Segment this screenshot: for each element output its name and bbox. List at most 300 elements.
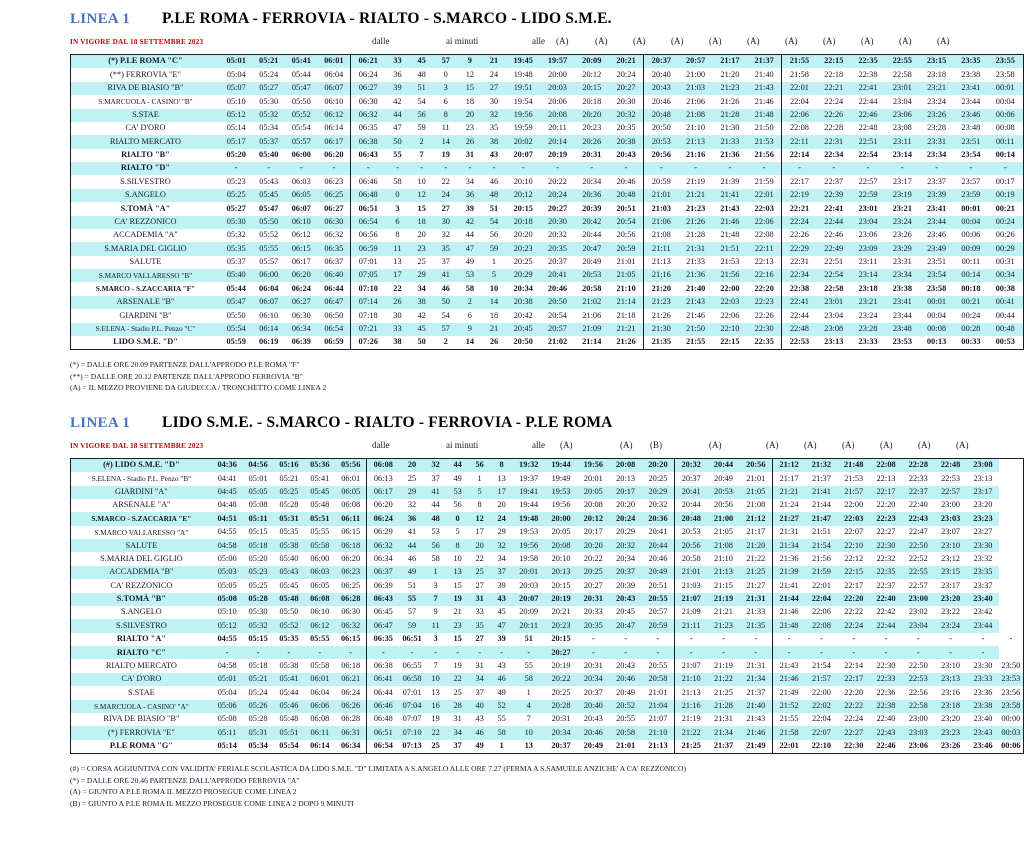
time-cell: 23:31 <box>885 256 919 269</box>
time-cell: 21:22 <box>707 673 739 686</box>
time-cell: 05:43 <box>274 566 305 579</box>
time-cell: 22:07 <box>838 526 870 539</box>
time-cell: 06:30 <box>318 216 351 229</box>
time-cell: 20:23 <box>575 122 609 135</box>
time-cell: 22:58 <box>885 68 919 81</box>
time-cell: 06:31 <box>335 726 366 739</box>
time-cell: 36 <box>385 68 409 81</box>
time-cell: 06:20 <box>335 552 366 565</box>
time-cell: 44 <box>425 499 447 512</box>
time-cell: 55 <box>399 593 424 606</box>
table2-marker-8: (A) <box>918 439 931 450</box>
time-cell: 20:18 <box>506 216 540 229</box>
time-cell: 48 <box>425 512 447 525</box>
time-cell: 21:11 <box>675 619 708 632</box>
time-cell: 21:16 <box>644 269 679 282</box>
time-cell: 20:35 <box>577 619 609 632</box>
time-cell: 21:46 <box>740 726 773 739</box>
time-cell: 25 <box>410 256 434 269</box>
time-cell: 05:52 <box>285 109 318 122</box>
time-cell: 05:44 <box>220 282 253 295</box>
time-cell: 8 <box>434 109 458 122</box>
time-cell: 22:37 <box>902 486 934 499</box>
time-cell: 22:14 <box>782 149 817 162</box>
time-cell: 7 <box>513 713 545 726</box>
time-cell: 22:00 <box>805 686 837 699</box>
time-cell: 7 <box>425 593 447 606</box>
time-cell: 22:51 <box>817 256 851 269</box>
table1-marker-6: (A) <box>785 36 798 46</box>
time-cell: - <box>851 162 885 175</box>
time-cell: 34 <box>410 282 434 295</box>
time-cell: 23:50 <box>999 659 1022 672</box>
time-cell: 25 <box>469 566 491 579</box>
time-cell: 20:56 <box>644 149 679 162</box>
time-cell: 22:23 <box>870 512 902 525</box>
time-cell: 23:49 <box>919 242 953 255</box>
time-cell: 20 <box>458 109 482 122</box>
time-cell: 07:14 <box>351 296 386 309</box>
time-cell: 05:44 <box>285 68 318 81</box>
time-cell: 22:01 <box>747 189 782 202</box>
stop-name: RIALTO "B" <box>71 149 220 162</box>
time-cell: 21:56 <box>747 149 782 162</box>
time-cell: 19:57 <box>540 55 574 68</box>
time-cell: 37 <box>447 740 469 753</box>
time-cell: 20:46 <box>609 175 644 188</box>
time-cell: 05:10 <box>220 95 253 108</box>
time-cell: 05:24 <box>243 686 274 699</box>
time-cell: - <box>885 162 919 175</box>
time-cell: 20:46 <box>609 673 641 686</box>
table2-note-0: (#) = CORSA AGGIUNTIVA CON VALIDITA' FERIALE SCOLASTICA DA LIDO S.M.E. "D" LIMITATA A S.ANGELO ALLE ORE 7.27 (FERMA A S.SAMUELE ANZICHE' A CA' REZZONICO) <box>70 764 687 774</box>
table-row <box>71 633 1023 646</box>
time-cell: 42 <box>385 95 409 108</box>
time-cell: 24 <box>491 512 513 525</box>
time-cell: 21:31 <box>740 659 773 672</box>
stop-name: SALUTE <box>71 539 212 552</box>
time-cell: 22:35 <box>851 55 885 68</box>
time-cell: 20:37 <box>675 472 708 485</box>
table1-body <box>71 55 1023 349</box>
table2-marker-3: (A) <box>709 439 722 450</box>
time-cell: 9 <box>458 323 482 336</box>
time-cell: 00:38 <box>988 282 1022 295</box>
time-cell: 20:34 <box>609 552 641 565</box>
time-cell: 22:06 <box>782 109 817 122</box>
time-cell: - <box>304 646 335 659</box>
time-cell: 06:48 <box>367 713 400 726</box>
time-cell: 22:06 <box>747 216 782 229</box>
time-cell: 22:08 <box>782 122 817 135</box>
time-cell: 25 <box>425 740 447 753</box>
table-row <box>71 122 1023 135</box>
time-cell: 17 <box>491 486 513 499</box>
time-cell: 20:27 <box>577 579 609 592</box>
time-cell: 3 <box>385 202 409 215</box>
time-cell: 06:08 <box>304 593 335 606</box>
time-cell: 23:51 <box>919 256 953 269</box>
time-cell: - <box>540 162 574 175</box>
time-cell: 54 <box>434 309 458 322</box>
time-cell: 05:48 <box>304 499 335 512</box>
time-cell: 23:24 <box>934 619 966 632</box>
stop-name: RIALTO MERCATO <box>71 135 220 148</box>
table1-title-row <box>0 0 1024 28</box>
time-cell: 57 <box>434 55 458 68</box>
time-cell: 29 <box>410 269 434 282</box>
time-cell: 22:37 <box>817 175 851 188</box>
time-cell: 44 <box>458 229 482 242</box>
time-cell: 20:43 <box>609 149 644 162</box>
time-cell: 00:34 <box>988 269 1022 282</box>
time-cell: 21:19 <box>675 713 708 726</box>
time-cell: 05:41 <box>285 55 318 68</box>
time-cell: 20:46 <box>644 95 679 108</box>
time-cell: 20:49 <box>577 740 609 753</box>
time-cell: 21:05 <box>707 526 739 539</box>
time-cell: 23:22 <box>934 606 966 619</box>
time-cell: 23:18 <box>919 68 953 81</box>
time-cell: 22:12 <box>838 552 870 565</box>
time-cell: 06:27 <box>318 202 351 215</box>
time-cell: 06:12 <box>304 619 335 632</box>
time-cell: 21:01 <box>644 189 679 202</box>
time-cell: 58 <box>513 673 545 686</box>
time-cell: 20:23 <box>506 242 540 255</box>
timetable-block-1 <box>0 0 1024 394</box>
time-cell: 22:44 <box>782 309 817 322</box>
table2-marker-6: (A) <box>842 439 855 450</box>
time-cell: 06:43 <box>351 149 386 162</box>
time-cell: 20:40 <box>644 68 679 81</box>
time-cell: 13 <box>425 686 447 699</box>
time-cell: 21:23 <box>713 82 747 95</box>
time-cell: 35 <box>482 122 506 135</box>
time-cell: 21:41 <box>713 189 747 202</box>
time-cell: 20:05 <box>545 526 577 539</box>
time-cell: 21:21 <box>678 189 712 202</box>
time-cell: 05:50 <box>274 606 305 619</box>
time-cell: 22:06 <box>805 606 837 619</box>
table-row <box>71 216 1023 229</box>
time-cell: 20:27 <box>540 202 574 215</box>
time-cell: 05:36 <box>304 459 335 472</box>
time-cell: 06:12 <box>285 229 318 242</box>
time-cell: 20:37 <box>577 686 609 699</box>
time-cell: 22:08 <box>747 229 782 242</box>
time-cell: 05:32 <box>252 109 285 122</box>
time-cell: 21:01 <box>609 256 644 269</box>
time-cell: 20:37 <box>609 566 641 579</box>
time-cell: - <box>954 162 988 175</box>
table1-marker-1: (A) <box>595 36 608 46</box>
table1-notes <box>70 359 1024 394</box>
time-cell: 06:15 <box>335 633 366 646</box>
time-cell: 20:25 <box>545 686 577 699</box>
time-cell: 21:28 <box>678 229 712 242</box>
time-cell: 21:09 <box>675 606 708 619</box>
time-cell: 49 <box>447 472 469 485</box>
time-cell: 53 <box>458 269 482 282</box>
time-cell: 51 <box>399 579 424 592</box>
time-cell: 26 <box>482 336 506 349</box>
time-cell: 21:58 <box>782 68 817 81</box>
time-cell: 18 <box>482 309 506 322</box>
time-cell: 21:43 <box>713 202 747 215</box>
time-cell: 23:14 <box>851 269 885 282</box>
time-cell: 10 <box>482 282 506 295</box>
time-cell: 21:35 <box>740 619 773 632</box>
time-cell: 20:32 <box>540 229 574 242</box>
time-cell: 22:10 <box>838 539 870 552</box>
time-cell: 22:51 <box>851 135 885 148</box>
time-cell: 21 <box>482 55 506 68</box>
time-cell: 22:03 <box>747 202 782 215</box>
time-cell: 22:40 <box>870 713 902 726</box>
table1-marker-9: (A) <box>899 36 912 46</box>
time-cell: 06:38 <box>367 659 400 672</box>
time-cell: 59 <box>482 242 506 255</box>
time-cell: 06:07 <box>318 82 351 95</box>
time-cell: 20:43 <box>609 593 641 606</box>
time-cell: 20:29 <box>506 269 540 282</box>
time-cell: 19:53 <box>545 486 577 499</box>
time-cell: 20:20 <box>506 229 540 242</box>
time-cell: 35 <box>434 242 458 255</box>
time-cell: 06:24 <box>351 68 386 81</box>
time-cell: 21:40 <box>740 700 773 713</box>
time-cell: 20:54 <box>540 309 574 322</box>
time-cell: 21:53 <box>713 256 747 269</box>
time-cell: 05:00 <box>212 552 243 565</box>
time-cell: 06:30 <box>285 309 318 322</box>
time-cell: 21:10 <box>642 726 675 739</box>
time-cell: 12 <box>410 189 434 202</box>
time-cell: 20:46 <box>577 726 609 739</box>
time-cell: 20:00 <box>540 68 574 81</box>
time-cell: 07:05 <box>351 269 386 282</box>
time-cell: 22:03 <box>838 512 870 525</box>
time-cell: 32 <box>399 499 424 512</box>
time-cell: 22:57 <box>934 486 966 499</box>
time-cell: 22:01 <box>772 740 805 753</box>
time-cell: 23:24 <box>851 309 885 322</box>
time-cell: 23:04 <box>885 95 919 108</box>
time-cell: 22:50 <box>902 659 934 672</box>
time-cell: 51 <box>482 202 506 215</box>
stop-name: S.MARCO - S.ZACCARIA "F" <box>71 282 220 295</box>
time-cell: 19:56 <box>545 499 577 512</box>
time-cell: 23:02 <box>902 606 934 619</box>
time-cell: 21:21 <box>707 606 739 619</box>
time-cell: 05:37 <box>220 256 253 269</box>
stop-name: RIALTO MERCATO <box>71 659 212 672</box>
time-cell: 06:21 <box>351 55 386 68</box>
time-cell: 20:29 <box>642 486 675 499</box>
time-cell: 53 <box>425 526 447 539</box>
time-cell: 35 <box>469 619 491 632</box>
time-cell: 05:50 <box>220 309 253 322</box>
time-cell: 20:31 <box>575 149 609 162</box>
time-cell: 44 <box>399 539 424 552</box>
time-cell: 21:46 <box>747 95 782 108</box>
time-cell: 04:36 <box>212 459 243 472</box>
time-cell: 06:51 <box>351 202 386 215</box>
time-cell: 06:59 <box>318 336 351 349</box>
time-cell: 20:15 <box>506 202 540 215</box>
time-cell: 22:11 <box>747 242 782 255</box>
time-cell: 05:11 <box>243 512 274 525</box>
time-cell: 05:59 <box>220 336 253 349</box>
table1-note-2: (A) = IL MEZZO PROVIENE DA GIUDECCA / TRONCHETTO COME LINEA 2 <box>70 383 327 393</box>
time-cell: 22:20 <box>747 282 782 295</box>
time-cell: 23:20 <box>934 593 966 606</box>
time-cell: 23:54 <box>919 269 953 282</box>
time-cell: 19:51 <box>506 82 540 95</box>
time-cell: 21:44 <box>805 499 837 512</box>
time-cell: 22:42 <box>870 606 902 619</box>
stop-name: S.MARCUOLA - CASINO' "B" <box>71 95 220 108</box>
time-cell: 20:58 <box>675 552 708 565</box>
time-cell: 06:10 <box>304 606 335 619</box>
time-cell: 20:41 <box>642 526 675 539</box>
time-cell: 22:40 <box>902 499 934 512</box>
time-cell: 21:43 <box>740 713 773 726</box>
time-cell: 5 <box>469 486 491 499</box>
time-cell: 21:37 <box>805 472 837 485</box>
table-row <box>71 619 1023 632</box>
time-cell: 21 <box>447 606 469 619</box>
time-cell: 57 <box>399 606 424 619</box>
time-cell: 06:48 <box>351 189 386 202</box>
time-cell: 07:01 <box>351 256 386 269</box>
time-cell: 21:54 <box>805 659 837 672</box>
time-cell: 22:13 <box>870 472 902 485</box>
time-cell: 00:24 <box>954 309 988 322</box>
time-cell: 19:59 <box>506 122 540 135</box>
time-cell: 22:00 <box>838 499 870 512</box>
stop-name: (*) FERROVIA "E" <box>71 726 212 739</box>
time-cell: 21:05 <box>609 269 644 282</box>
time-cell: 21:07 <box>675 659 708 672</box>
time-cell: 21:26 <box>644 309 679 322</box>
time-cell: 23:04 <box>817 309 851 322</box>
time-cell: 20:38 <box>609 135 644 148</box>
time-cell: 05:56 <box>335 459 366 472</box>
time-cell: 23:20 <box>934 713 966 726</box>
time-cell: 32 <box>425 459 447 472</box>
time-cell: 21:12 <box>740 512 773 525</box>
time-cell: 19:45 <box>506 55 540 68</box>
time-cell: 58 <box>458 282 482 295</box>
time-cell: 05:40 <box>220 269 253 282</box>
time-cell: 50 <box>434 296 458 309</box>
time-cell: 06:56 <box>351 229 386 242</box>
stop-name: S.STAE <box>71 109 220 122</box>
time-cell: 20:47 <box>609 619 641 632</box>
time-cell: 20:06 <box>540 95 574 108</box>
time-cell: 06:23 <box>318 175 351 188</box>
time-cell: 47 <box>385 122 409 135</box>
time-cell: 05:12 <box>220 109 253 122</box>
time-cell: 00:01 <box>954 202 988 215</box>
stop-name: RIALTO "A" <box>71 633 212 646</box>
time-cell: 23:41 <box>885 296 919 309</box>
time-cell: 06:17 <box>285 256 318 269</box>
time-cell: 21:13 <box>642 740 675 753</box>
time-cell: 06:04 <box>318 68 351 81</box>
time-cell: 23:11 <box>851 256 885 269</box>
time-cell: 21:46 <box>678 309 712 322</box>
table2-marker-4: (A) <box>766 439 779 450</box>
time-cell: 00:06 <box>954 229 988 242</box>
table-row <box>71 499 1023 512</box>
time-cell: 05:04 <box>220 68 253 81</box>
stop-name: S.ELENA - Stadio P.L. Penzo "B" <box>71 472 212 485</box>
time-cell: 23:26 <box>885 229 919 242</box>
time-cell: 05:25 <box>243 579 274 592</box>
table1-grid <box>71 55 1023 349</box>
time-cell: 32 <box>491 539 513 552</box>
time-cell: - <box>318 162 351 175</box>
time-cell: 23 <box>458 122 482 135</box>
time-cell: 21:53 <box>747 135 782 148</box>
time-cell: 59 <box>399 619 424 632</box>
time-cell: 23:54 <box>954 149 988 162</box>
time-cell: 06:43 <box>367 593 400 606</box>
time-cell: 21:23 <box>707 619 739 632</box>
time-cell: 23:44 <box>885 309 919 322</box>
stop-name: RIALTO "C" <box>71 646 212 659</box>
time-cell: 20:07 <box>513 593 545 606</box>
time-cell: - <box>967 646 999 659</box>
time-cell: 37 <box>491 566 513 579</box>
time-cell: - <box>772 633 805 646</box>
table1-marker-2: (A) <box>633 36 646 46</box>
time-cell: 06:55 <box>399 659 424 672</box>
time-cell: 20:59 <box>644 175 679 188</box>
time-cell: 05:58 <box>304 539 335 552</box>
time-cell: 20:13 <box>609 472 641 485</box>
time-cell: 20:48 <box>609 189 644 202</box>
time-cell: 21:08 <box>740 499 773 512</box>
time-cell: - <box>740 633 773 646</box>
table1-subheader <box>0 38 1024 54</box>
table2-notes <box>70 763 1024 809</box>
time-cell: 00:48 <box>988 323 1022 336</box>
table-row <box>71 740 1023 753</box>
time-cell: 05:28 <box>274 499 305 512</box>
time-cell: 06:08 <box>304 713 335 726</box>
time-cell: 00:18 <box>954 282 988 295</box>
time-cell: 05:23 <box>220 175 253 188</box>
time-cell: 21:52 <box>772 700 805 713</box>
time-cell: 15 <box>410 202 434 215</box>
time-cell: 22:37 <box>870 579 902 592</box>
time-cell: 23:13 <box>934 673 966 686</box>
time-cell: 20:20 <box>642 459 675 472</box>
time-cell: 06:10 <box>285 216 318 229</box>
table-row <box>71 242 1023 255</box>
time-cell: 23:58 <box>919 282 953 295</box>
time-cell: 20:54 <box>609 216 644 229</box>
time-cell: 20:30 <box>540 216 574 229</box>
time-cell: 06:25 <box>318 189 351 202</box>
time-cell: - <box>817 162 851 175</box>
time-cell: 22:36 <box>870 686 902 699</box>
time-cell: 00:29 <box>988 242 1022 255</box>
